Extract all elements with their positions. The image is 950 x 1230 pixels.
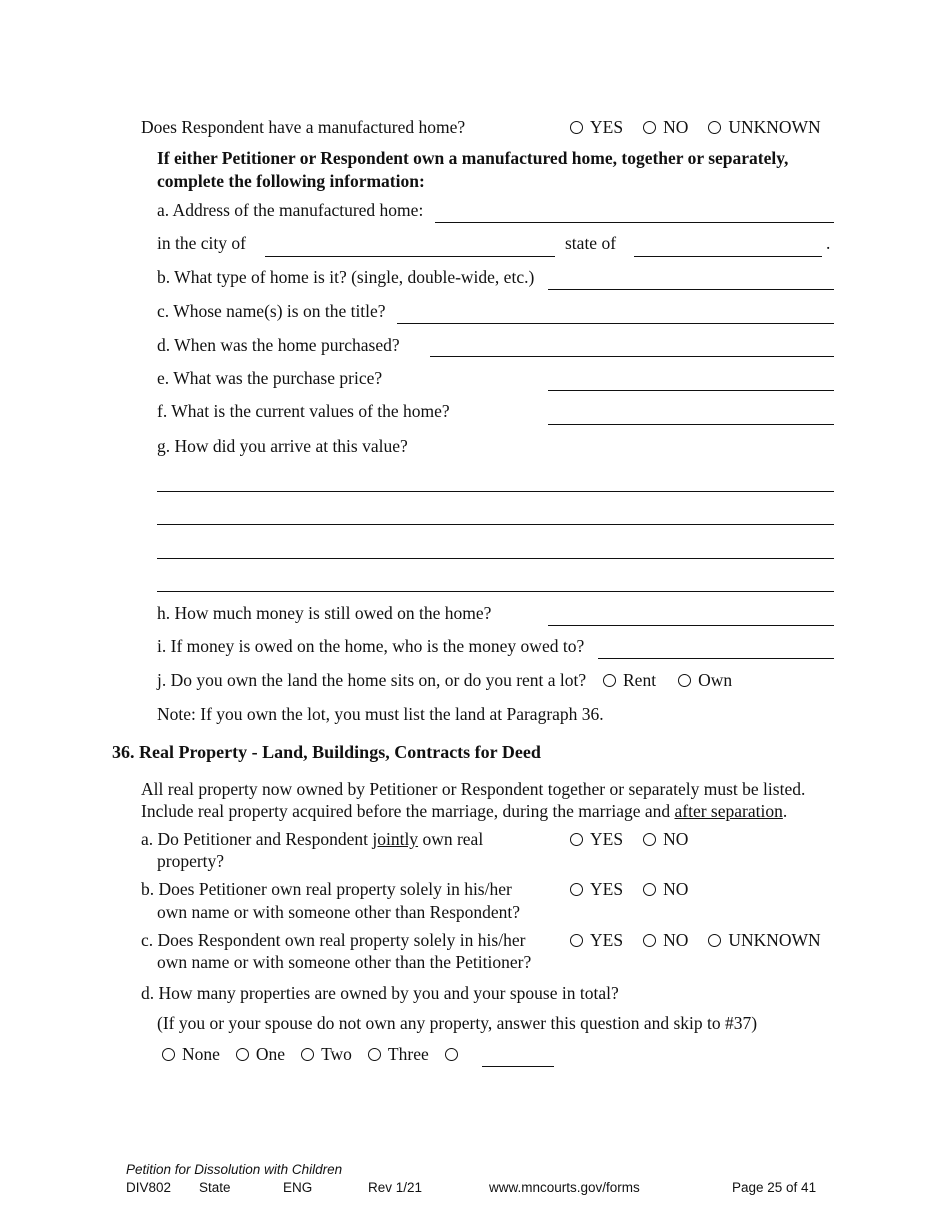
footer-revision: Rev 1/21 (368, 1180, 423, 1195)
radio-other[interactable] (445, 1048, 465, 1061)
radio-own[interactable]: Own (678, 670, 732, 691)
radio-yes[interactable]: YES (570, 930, 623, 951)
radio-circle-icon (570, 883, 583, 896)
radio-rent[interactable]: Rent (603, 670, 656, 691)
radio-one[interactable]: One (236, 1044, 285, 1065)
manufactured-home-radio-group (570, 117, 821, 138)
radio-no[interactable]: NO (643, 879, 688, 900)
radio-circle-icon (643, 121, 656, 134)
radio-no[interactable]: NO (643, 930, 688, 951)
amount-owed-label: h. How much money is still owed on the home? (157, 603, 492, 623)
radio-circle-icon (643, 934, 656, 947)
radio-circle-icon (678, 674, 691, 687)
petitioner-property-radio-group (570, 879, 688, 900)
value-basis-label: g. How did you arrive at this value? (157, 436, 408, 456)
radio-circle-icon (445, 1048, 458, 1061)
footer-page-number: Page 25 of 41 (732, 1180, 817, 1195)
state-input-line[interactable] (634, 256, 822, 257)
respondent-property-question-line2: own name or with someone other than the Petitioner? (157, 952, 532, 972)
manufactured-home-question: Does Respondent have a manufactured home? (141, 117, 466, 137)
respondent-property-radio-group (570, 930, 821, 951)
radio-circle-icon (162, 1048, 175, 1061)
radio-yes[interactable]: YES (570, 879, 623, 900)
radio-two[interactable]: Two (301, 1044, 352, 1065)
purchase-date-label: d. When was the home purchased? (157, 335, 400, 355)
radio-unknown[interactable]: UNKNOWN (708, 930, 820, 951)
section-36-heading: 36. Real Property - Land, Buildings, Contracts for Deed (112, 742, 541, 762)
value-basis-line-1[interactable] (157, 491, 834, 492)
radio-no[interactable]: NO (643, 829, 688, 850)
footer-form-number: DIV802 (126, 1180, 172, 1195)
value-basis-line-3[interactable] (157, 558, 834, 559)
radio-circle-icon (301, 1048, 314, 1061)
joint-property-radio-group (570, 829, 688, 850)
current-value-input-line[interactable] (548, 424, 834, 425)
address-input-line[interactable] (435, 222, 834, 223)
radio-yes[interactable]: YES (570, 117, 623, 138)
radio-no[interactable]: NO (643, 117, 688, 138)
period: . (826, 233, 831, 253)
property-count-hint: (If you or your spouse do not own any property, answer this question and skip to #37) (157, 1013, 758, 1033)
title-names-input-line[interactable] (397, 323, 834, 324)
radio-circle-icon (570, 121, 583, 134)
home-type-label: b. What type of home is it? (single, double-wide, etc.) (157, 267, 535, 287)
radio-circle-icon (643, 833, 656, 846)
radio-unknown[interactable]: UNKNOWN (708, 117, 820, 138)
radio-circle-icon (708, 934, 721, 947)
current-value-label: f. What is the current values of the home? (157, 401, 450, 421)
amount-owed-input-line[interactable] (548, 625, 834, 626)
home-type-input-line[interactable] (548, 289, 834, 290)
city-label: in the city of (157, 233, 246, 253)
footer-form-title: Petition for Dissolution with Children (126, 1162, 343, 1177)
other-count-input-line[interactable] (482, 1066, 554, 1067)
purchase-price-input-line[interactable] (548, 390, 834, 391)
petitioner-property-question-line1: b. Does Petitioner own real property solely in his/her (141, 879, 512, 899)
respondent-property-question-line1: c. Does Respondent own real property solely in his/her (141, 930, 526, 950)
value-basis-line-4[interactable] (157, 591, 834, 592)
property-count-radio-group (162, 1044, 465, 1065)
radio-circle-icon (570, 934, 583, 947)
radio-circle-icon (643, 883, 656, 896)
value-basis-line-2[interactable] (157, 524, 834, 525)
mh-instruction-line1: If either Petitioner or Respondent own a manufactured home, together or separately, (157, 148, 789, 168)
state-label: state of (565, 233, 617, 253)
section-36-intro-line1: All real property now owned by Petitioner or Respondent together or separately must be listed. (141, 779, 806, 799)
footer-state: State (199, 1180, 231, 1195)
joint-property-question-line1: a. Do Petitioner and Respondent jointly own real (141, 829, 484, 849)
radio-none[interactable]: None (162, 1044, 220, 1065)
city-input-line[interactable] (265, 256, 555, 257)
owed-to-input-line[interactable] (598, 658, 834, 659)
owed-to-label: i. If money is owed on the home, who is the money owed to? (157, 636, 585, 656)
purchase-date-input-line[interactable] (430, 356, 834, 357)
mh-instruction-line2: complete the following information: (157, 171, 425, 191)
land-radio-group (603, 670, 732, 691)
lot-note: Note: If you own the lot, you must list the land at Paragraph 36. (157, 704, 604, 724)
title-names-label: c. Whose name(s) is on the title? (157, 301, 386, 321)
land-question: j. Do you own the land the home sits on, or do you rent a lot? (157, 670, 587, 690)
radio-three[interactable]: Three (368, 1044, 429, 1065)
section-36-intro-line2: Include real property acquired before the marriage, during the marriage and after separation. (141, 801, 788, 821)
joint-property-question-line2: property? (157, 851, 225, 871)
radio-circle-icon (570, 833, 583, 846)
footer-url[interactable]: www.mncourts.gov/forms (489, 1180, 640, 1195)
property-count-question: d. How many properties are owned by you and your spouse in total? (141, 983, 619, 1003)
radio-circle-icon (368, 1048, 381, 1061)
radio-circle-icon (603, 674, 616, 687)
radio-circle-icon (708, 121, 721, 134)
purchase-price-label: e. What was the purchase price? (157, 368, 383, 388)
address-label: a. Address of the manufactured home: (157, 200, 424, 220)
petitioner-property-question-line2: own name or with someone other than Respondent? (157, 902, 521, 922)
radio-yes[interactable]: YES (570, 829, 623, 850)
radio-circle-icon (236, 1048, 249, 1061)
footer-language: ENG (283, 1180, 313, 1195)
